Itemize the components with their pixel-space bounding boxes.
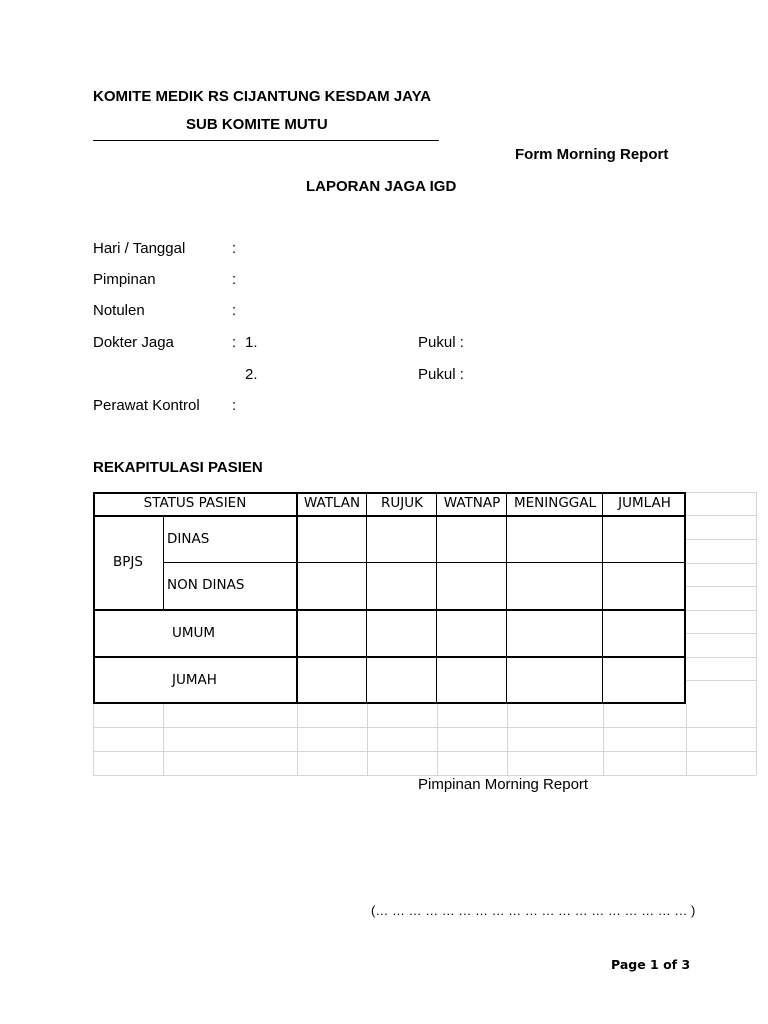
field-label: Pimpinan: [93, 271, 156, 288]
field-colon: :: [232, 271, 237, 288]
dokter-item-1: 1.: [245, 334, 258, 351]
field-label: Dokter Jaga: [93, 334, 174, 351]
col-header-meninggal: MENINGGAL: [513, 495, 597, 511]
field-colon: :: [232, 334, 237, 351]
row-label-bpjs: BPJS: [113, 554, 143, 570]
field-colon: :: [232, 397, 237, 414]
col-header-rujuk: RUJUK: [381, 495, 423, 511]
form-name: Form Morning Report: [515, 146, 669, 163]
report-title: LAPORAN JAGA IGD: [306, 178, 457, 195]
recap-table: [93, 492, 686, 704]
org-title: KOMITE MEDIK RS CIJANTUNG KESDAM JAYA: [93, 88, 432, 105]
field-label: Hari / Tanggal: [93, 240, 186, 257]
col-header-status-pasien: STATUS PASIEN: [143, 495, 247, 511]
col-header-watnap: WATNAP: [443, 495, 501, 511]
field-label: Notulen: [93, 302, 145, 319]
pukul-label-2: Pukul :: [418, 366, 464, 383]
page-number: Page 1 of 3: [611, 957, 691, 972]
pukul-label-1: Pukul :: [418, 334, 464, 351]
row-label-dinas: DINAS: [167, 531, 210, 547]
header-divider: [93, 140, 439, 141]
row-label-umum: UMUM: [172, 625, 216, 641]
field-colon: :: [232, 302, 237, 319]
field-colon: :: [232, 240, 237, 257]
row-label-non-dinas: NON DINAS: [167, 577, 245, 593]
col-header-jumlah: JUMLAH: [618, 495, 671, 511]
col-header-watlan: WATLAN: [303, 495, 361, 511]
recap-title: REKAPITULASI PASIEN: [93, 459, 263, 476]
field-label: Perawat Kontrol: [93, 397, 200, 414]
sub-title: SUB KOMITE MUTU: [186, 116, 328, 133]
row-label-jumah: JUMAH: [172, 672, 217, 688]
signature-line: (… … … … … … … … … … … … … … … … … … … ): [371, 903, 696, 918]
dokter-item-2: 2.: [245, 366, 258, 383]
signature-label: Pimpinan Morning Report: [418, 776, 589, 793]
